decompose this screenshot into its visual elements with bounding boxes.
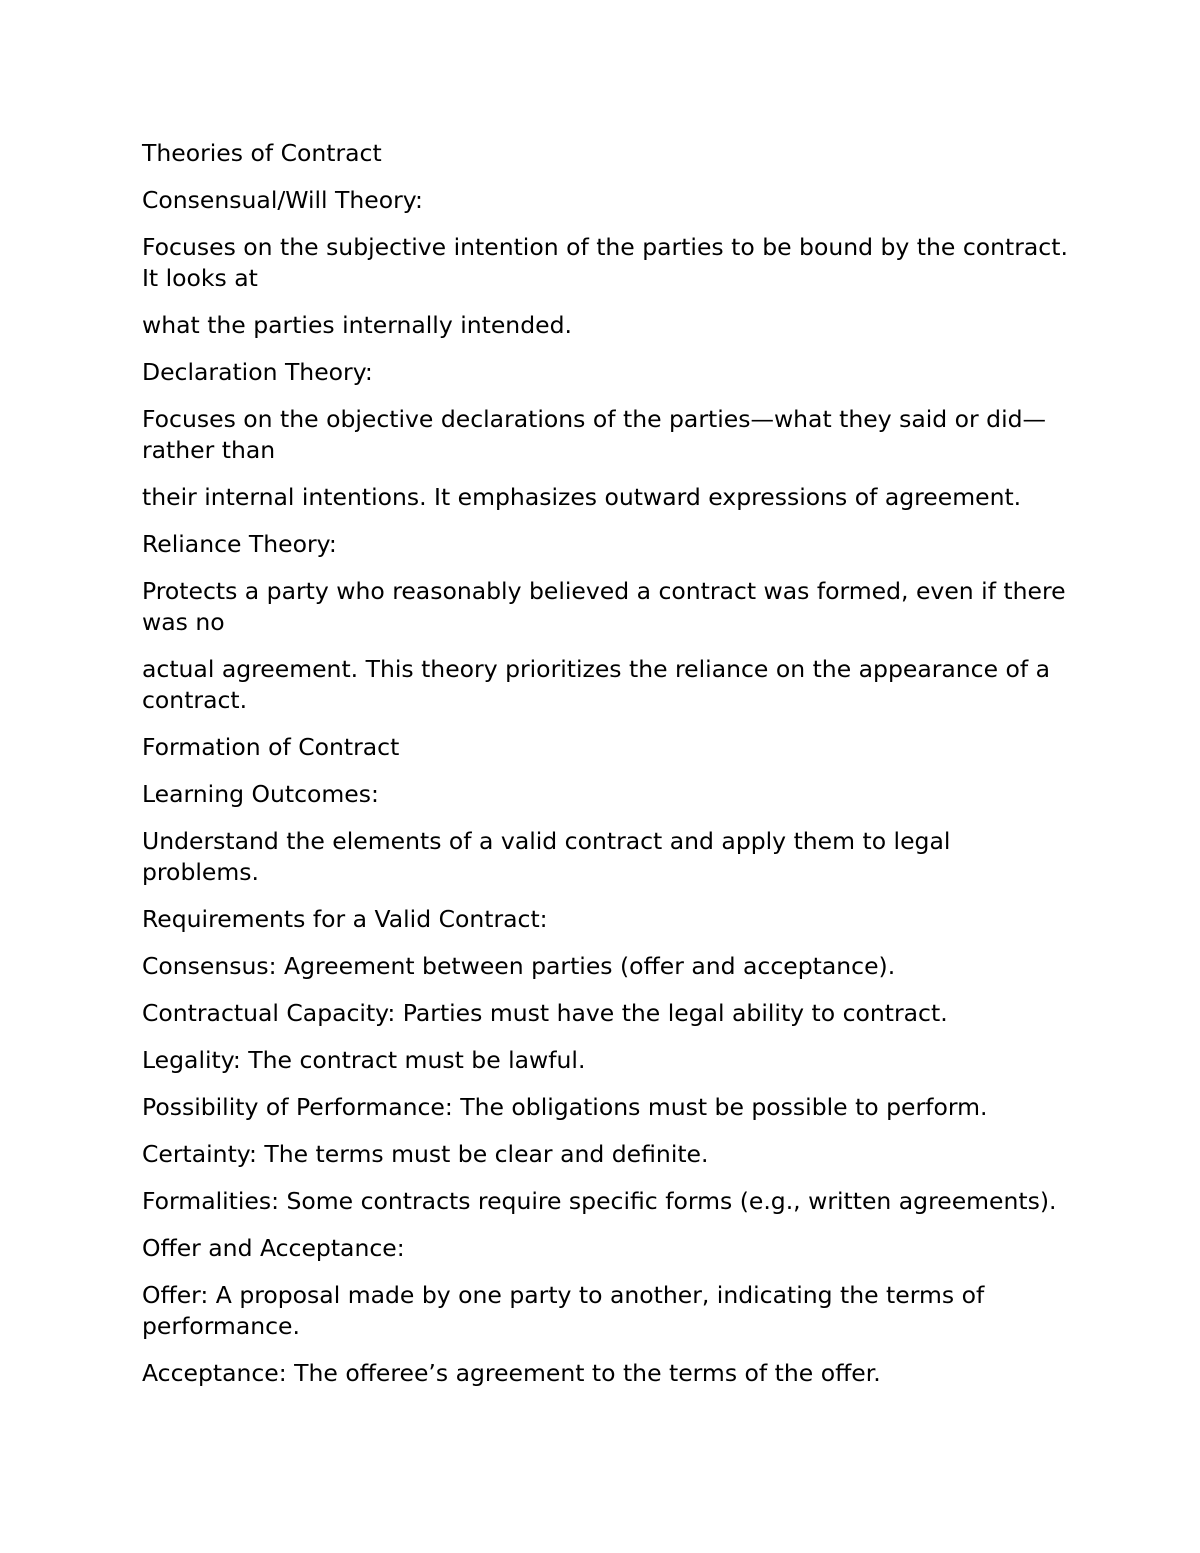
list-item: Consensus: Agreement between parties (offer and acceptance). [142,952,896,980]
section-heading: Declaration Theory: [142,358,373,386]
paragraph: Protects a party who reasonably believed a contract was formed, even if there was no [142,577,1066,636]
paragraph: Focuses on the objective declarations of the parties—what they said or did—rather than [142,405,1047,464]
list-item: Certainty: The terms must be clear and definite. [142,1140,709,1168]
list-item: Contractual Capacity: Parties must have the legal ability to contract. [142,999,948,1027]
section-heading: Consensual/Will Theory: [142,186,423,214]
paragraph: Focuses on the subjective intention of the parties to be bound by the contract. It looks at [142,233,1068,292]
section-heading: Offer and Acceptance: [142,1234,405,1262]
paragraph: their internal intentions. It emphasizes outward expressions of agreement. [142,483,1022,511]
section-heading: Requirements for a Valid Contract: [142,905,548,933]
section-heading: Reliance Theory: [142,530,337,558]
list-item: Formalities: Some contracts require specific forms (e.g., written agreements). [142,1187,1057,1215]
paragraph: Understand the elements of a valid contract and apply them to legal problems. [142,827,951,886]
list-item: Acceptance: The offeree’s agreement to the terms of the offer. [142,1359,881,1387]
document-body [142,138,1072,1405]
paragraph: actual agreement. This theory prioritizes the reliance on the appearance of a contract. [142,655,1051,714]
paragraph: what the parties internally intended. [142,311,572,339]
section-heading: Learning Outcomes: [142,780,379,808]
list-item: Possibility of Performance: The obligations must be possible to perform. [142,1093,988,1121]
list-item: Legality: The contract must be lawful. [142,1046,586,1074]
section-title: Formation of Contract [142,733,400,761]
doc-title: Theories of Contract [142,139,382,167]
list-item: Offer: A proposal made by one party to another, indicating the terms of performance. [142,1281,985,1340]
